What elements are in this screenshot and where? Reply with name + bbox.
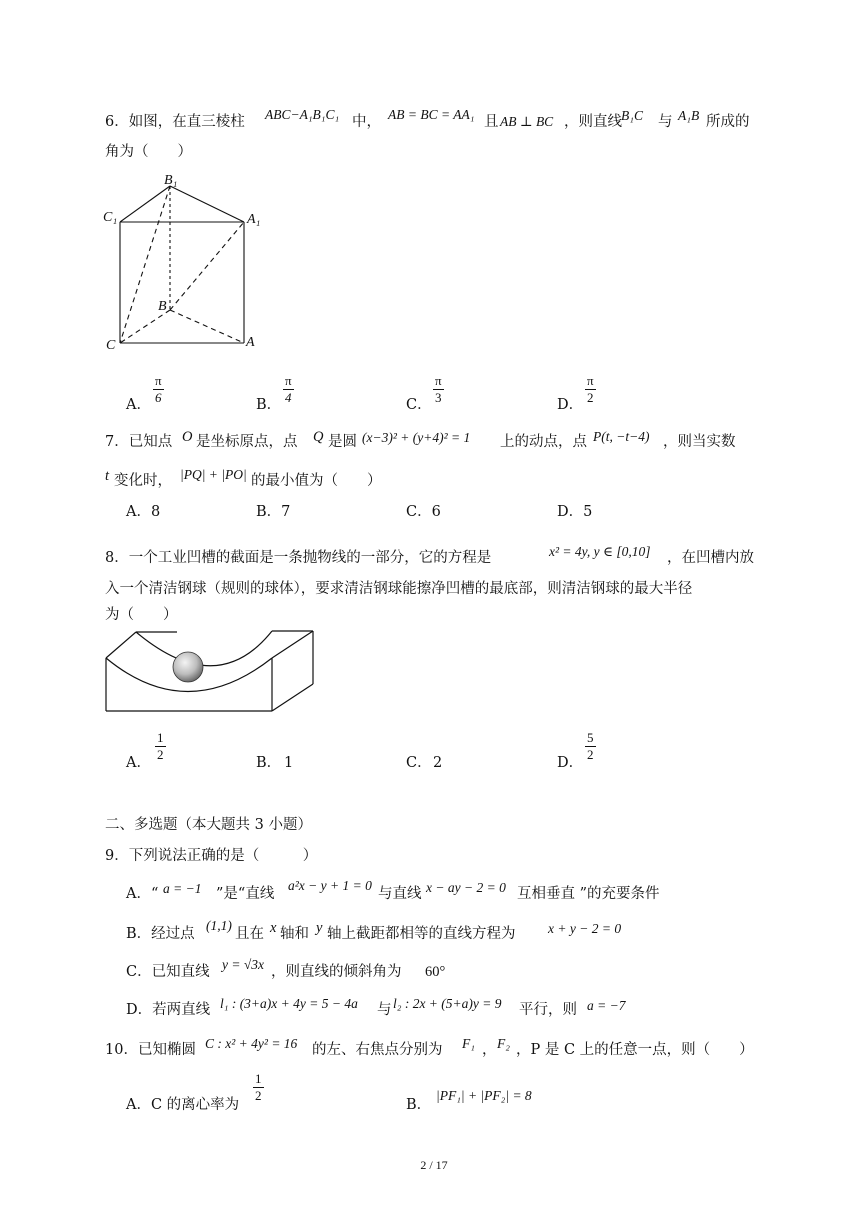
- q9-b-2: 且在: [235, 926, 264, 942]
- q8-option-c-value: 2: [433, 755, 443, 771]
- label-b: B: [158, 299, 167, 314]
- q9-b-point: (1,1): [206, 918, 232, 933]
- q9-stem: 9．下列说法正确的是（ ）: [105, 848, 318, 864]
- q10-option-b-value: |PF₁| + |PF₂| = 8: [436, 1088, 532, 1103]
- q6-option-b-label: B．: [256, 397, 282, 413]
- q9-a-2: ”是“直线: [216, 886, 275, 902]
- q9-b-y: y: [316, 920, 323, 936]
- q9-a-line1: a²x − y + 1 = 0: [288, 878, 372, 893]
- q6-stem-4: ，则直线: [564, 114, 622, 130]
- q6-stem-3: 且: [484, 114, 499, 130]
- q6-cond: AB = BC = AA₁: [388, 107, 475, 122]
- q6-stem-6: 所成的: [706, 114, 750, 130]
- label-a: A: [246, 335, 255, 350]
- q7-stem-3: 是圆: [328, 434, 357, 450]
- q10-separator: ，: [482, 1042, 497, 1058]
- section-heading: 二、多选题（本大题共 3 小题）: [105, 817, 312, 833]
- q6-prism: ABC−A₁B₁C₁: [265, 107, 340, 122]
- q8-equation: x² = 4y, y ∈ [0,10]: [549, 544, 651, 559]
- label-a1: A₁: [247, 212, 261, 227]
- q8-option-c-label: C．: [406, 755, 432, 771]
- q6-option-d-label: D．: [557, 397, 584, 413]
- q7-stem-4: 上的动点，点: [500, 434, 587, 450]
- q6-option-c-label: C．: [406, 397, 432, 413]
- q10-stem-1: 10．已知椭圆: [105, 1042, 196, 1058]
- q7-option-a: A．8: [126, 504, 161, 520]
- q9-b-3: 轴和: [280, 926, 309, 942]
- q6-option-a-label: A．: [126, 397, 151, 413]
- q9-a-1: A．“: [126, 886, 159, 902]
- q7-t: t: [105, 468, 110, 484]
- q9-d-3: 平行，则: [519, 1002, 577, 1018]
- q7-option-d: D．5: [557, 504, 593, 520]
- q7-circle: (x−3)² + (y+4)² = 1: [362, 430, 471, 445]
- q6-stem-1: 6．如图，在直三棱柱: [105, 114, 245, 130]
- q7-expr: |PQ| + |PO|: [180, 467, 247, 482]
- q8-option-b-value: 1: [284, 755, 294, 771]
- q10-stem-2: 的左、右焦点分别为: [312, 1042, 443, 1058]
- q7-stem-6: 变化时，: [114, 473, 172, 489]
- q7-stem-7: 的最小值为（ ）: [251, 473, 382, 489]
- q6-option-d-value: π 2: [587, 373, 594, 405]
- q9-d-2: 与: [377, 1002, 392, 1018]
- q8-stem-4: 为（ ）: [105, 607, 178, 623]
- q9-b-4: 轴上截距都相等的直线方程为: [327, 926, 516, 942]
- q7-stem-1: 7．已知点: [105, 434, 173, 450]
- q7-o: O: [182, 429, 193, 445]
- page-number: 2 / 17: [420, 1158, 448, 1172]
- q9-b-eq: x + y − 2 = 0: [548, 921, 622, 936]
- q9-b-x: x: [270, 920, 277, 936]
- q10-option-b-label: B．: [406, 1097, 432, 1113]
- q9-d-1: D．若两直线: [126, 1002, 211, 1018]
- q10-option-a-label: A．C 的离心率为: [126, 1097, 240, 1113]
- q8-option-a-value: 1 2: [157, 730, 164, 762]
- q9-a-4: 互相垂直 ”的充要条件: [517, 886, 660, 902]
- q9-d-line2: l₂ : 2x + (5+a)y = 9: [393, 996, 502, 1011]
- q9-c-1: C．已知直线: [126, 964, 210, 980]
- q6-cond2: AB ⊥ BC: [500, 114, 554, 129]
- q8-stem-3: 入一个清洁钢球（规则的球体），要求清洁钢球能擦净凹槽的最底部，则清洁钢球的最大半径: [105, 581, 693, 597]
- q6-stem-2: 中，: [352, 114, 381, 130]
- q7-stem-5: ，则当实数: [663, 434, 736, 450]
- q6-line1: B₁C: [621, 108, 643, 123]
- q9-a-line2: x − ay − 2 = 0: [426, 880, 506, 895]
- q9-d-eq: a = −7: [587, 998, 626, 1013]
- q6-option-b-value: π 4: [285, 373, 292, 405]
- q8-option-d-label: D．: [557, 755, 584, 771]
- q6-line2: A₁B: [678, 108, 700, 123]
- q8-stem-1: 8．一个工业凹槽的截面是一条抛物线的一部分，它的方程是: [105, 550, 492, 566]
- q6-stem-7: 角为（ ）: [105, 144, 192, 160]
- q6-option-a-value: π 6: [155, 373, 162, 405]
- label-c1: C₁: [103, 210, 118, 225]
- q8-stem-2: ，在凹槽内放: [667, 550, 754, 566]
- q9-d-line1: l₁ : (3+a)x + 4y = 5 − 4a: [220, 996, 358, 1011]
- label-c: C: [106, 338, 116, 353]
- q7-option-c: C．6: [406, 504, 441, 520]
- q9-c-2: ，则直线的倾斜角为: [271, 964, 402, 980]
- q10-f1: F₁: [462, 1036, 475, 1051]
- q6-option-c-value: π 3: [435, 373, 442, 405]
- q7-option-b: B．7: [256, 504, 291, 520]
- q8-option-b-label: B．: [256, 755, 282, 771]
- q9-a-eq: a = −1: [163, 881, 202, 896]
- q10-ellipse: C : x² + 4y² = 16: [205, 1036, 298, 1051]
- q10-f2: F₂: [497, 1036, 510, 1051]
- q8-option-a-label: A．: [126, 755, 151, 771]
- q6-stem-5: 与: [658, 114, 673, 130]
- q7-p: P(t, −t−4): [593, 429, 650, 444]
- q7-stem-2: 是坐标原点，点: [196, 434, 298, 450]
- label-b1: B₁: [164, 173, 178, 188]
- q8-option-d-value: 5 2: [587, 730, 594, 762]
- q9-c-angle: 60°: [425, 964, 446, 980]
- q10-option-a-value: 1 2: [255, 1071, 262, 1103]
- q10-stem-3: ，P 是 C 上的任意一点，则（ ）: [516, 1042, 754, 1058]
- q9-b-1: B．经过点: [126, 926, 195, 942]
- q9-c-eq: y = √3x: [222, 957, 265, 972]
- q9-a-3: 与直线: [378, 886, 422, 902]
- q7-q: Q: [313, 429, 324, 445]
